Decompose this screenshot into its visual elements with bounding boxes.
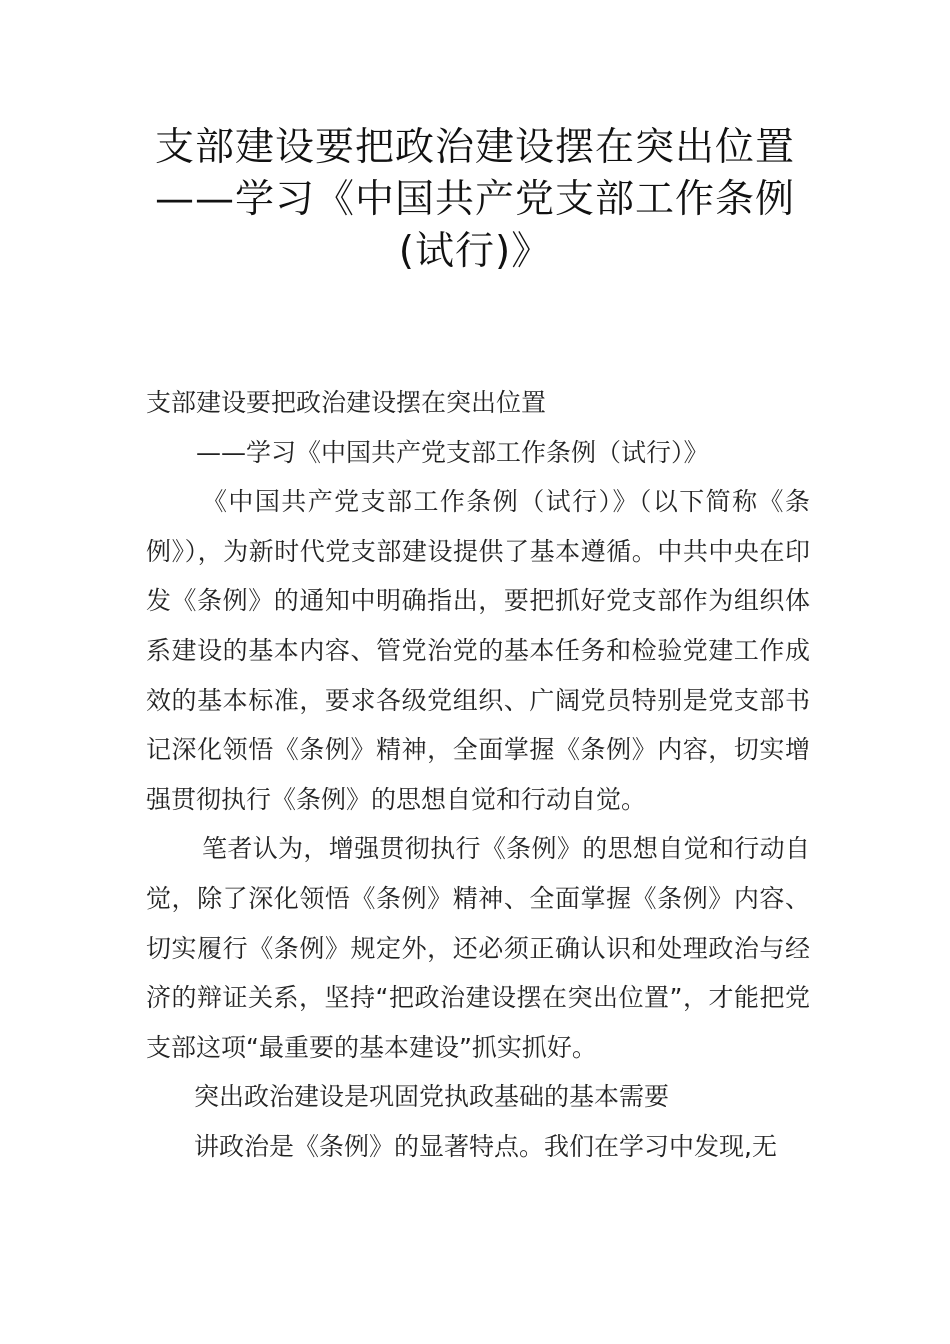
document-title: 支部建设要把政治建设摆在突出位置——学习《中国共产党支部工作条例(试行)》 xyxy=(154,125,795,274)
document-body xyxy=(146,378,810,1172)
article-heading: 支部建设要把政治建设摆在突出位置 xyxy=(146,388,547,417)
paragraph-1: 《中国共产党支部工作条例（试行）》（以下简称《条例》），为新时代党支部建设提供了基本遵循。中共中央在印发《条例》的通知中明确指出，要把抓好党支部作为组织体系建设的基本内容、管党治党的基本任务和检验党建工作成效的基本标准，要求各级党组织、广阔党员特别是党支部书记深化领悟《条例》精神，全面掌握《条例》内容，切实增强贯彻执行《条例》的思想自觉和行动自觉。 xyxy=(146,487,810,814)
paragraph-2: 笔者认为，增强贯彻执行《条例》的思想自觉和行动自觉，除了深化领悟《条例》精神、全面掌握《条例》内容、切实履行《条例》规定外，还必须正确认识和处理政治与经济的辩证关系，坚持“把政治建设摆在突出位置”，才能把党支部这项“最重要的基本建设”抓实抓好。 xyxy=(146,834,810,1062)
paragraph-3: 讲政治是《条例》的显著特点。我们在学习中发现,无 xyxy=(194,1131,777,1161)
article-subheading: ——学习《中国共产党支部工作条例（试行）》 xyxy=(196,437,709,467)
section-heading: 突出政治建设是巩固党执政基础的基本需要 xyxy=(194,1082,670,1112)
